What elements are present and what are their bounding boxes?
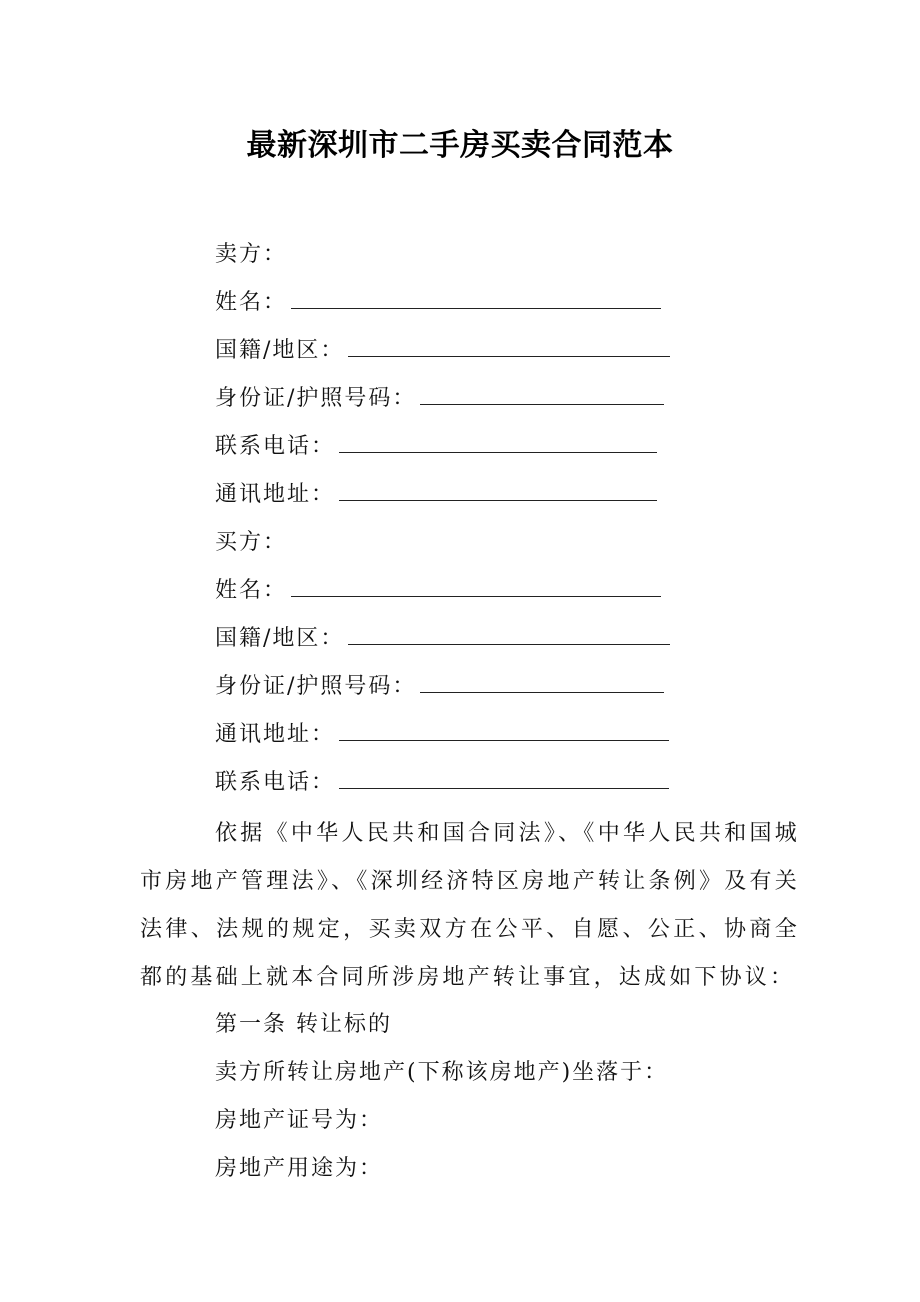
buyer-nationality-label: 国籍/地区：	[215, 626, 345, 651]
seller-phone-field[interactable]	[339, 432, 657, 453]
buyer-name-field[interactable]	[291, 576, 661, 597]
seller-nationality-field[interactable]	[348, 336, 670, 357]
buyer-id-row	[215, 672, 664, 702]
buyer-address-label: 通讯地址：	[215, 722, 336, 747]
article1-usage: 房地产用途为：	[215, 1156, 384, 1181]
document-title: 最新深圳市二手房买卖合同范本	[246, 128, 674, 163]
article1-cert-no: 房地产证号为：	[215, 1108, 384, 1133]
seller-name-label: 姓名：	[215, 290, 288, 315]
buyer-name-label: 姓名：	[215, 578, 288, 603]
buyer-address-row	[215, 720, 669, 750]
buyer-address-field[interactable]	[339, 720, 669, 741]
buyer-heading: 买方：	[215, 530, 288, 555]
seller-heading: 卖方：	[215, 242, 288, 267]
seller-phone-row	[215, 432, 657, 462]
seller-id-field[interactable]	[420, 384, 664, 405]
buyer-phone-row	[215, 768, 669, 798]
seller-id-label: 身份证/护照号码：	[215, 386, 417, 411]
seller-nationality-label: 国籍/地区：	[215, 338, 345, 363]
buyer-phone-label: 联系电话：	[215, 770, 336, 795]
seller-name-field[interactable]	[291, 288, 661, 309]
buyer-phone-field[interactable]	[339, 768, 669, 789]
seller-nationality-row	[215, 336, 670, 366]
seller-address-row	[215, 480, 657, 510]
seller-name-row	[215, 288, 661, 318]
buyer-name-row	[215, 576, 661, 606]
article1-location: 卖方所转让房地产(下称该房地产)坐落于：	[215, 1060, 669, 1085]
buyer-nationality-row	[215, 624, 670, 654]
seller-id-row	[215, 384, 664, 414]
seller-address-label: 通讯地址：	[215, 482, 336, 507]
buyer-nationality-field[interactable]	[348, 624, 670, 645]
buyer-id-label: 身份证/护照号码：	[215, 674, 417, 699]
buyer-id-field[interactable]	[420, 672, 664, 693]
article1-heading: 第一条 转让标的	[215, 1012, 392, 1037]
seller-phone-label: 联系电话：	[215, 434, 336, 459]
intro-paragraph: 依据《中华人民共和国合同法》、《中华人民共和国城市房地产管理法》、《深圳经济特区房地产转让条例》及有关法律、法规的规定，买卖双方在公平、自愿、公正、协商全都的基础上就本合同所涉房地产转让事宜，达成如下协议：	[140, 821, 800, 990]
seller-address-field[interactable]	[339, 480, 657, 501]
